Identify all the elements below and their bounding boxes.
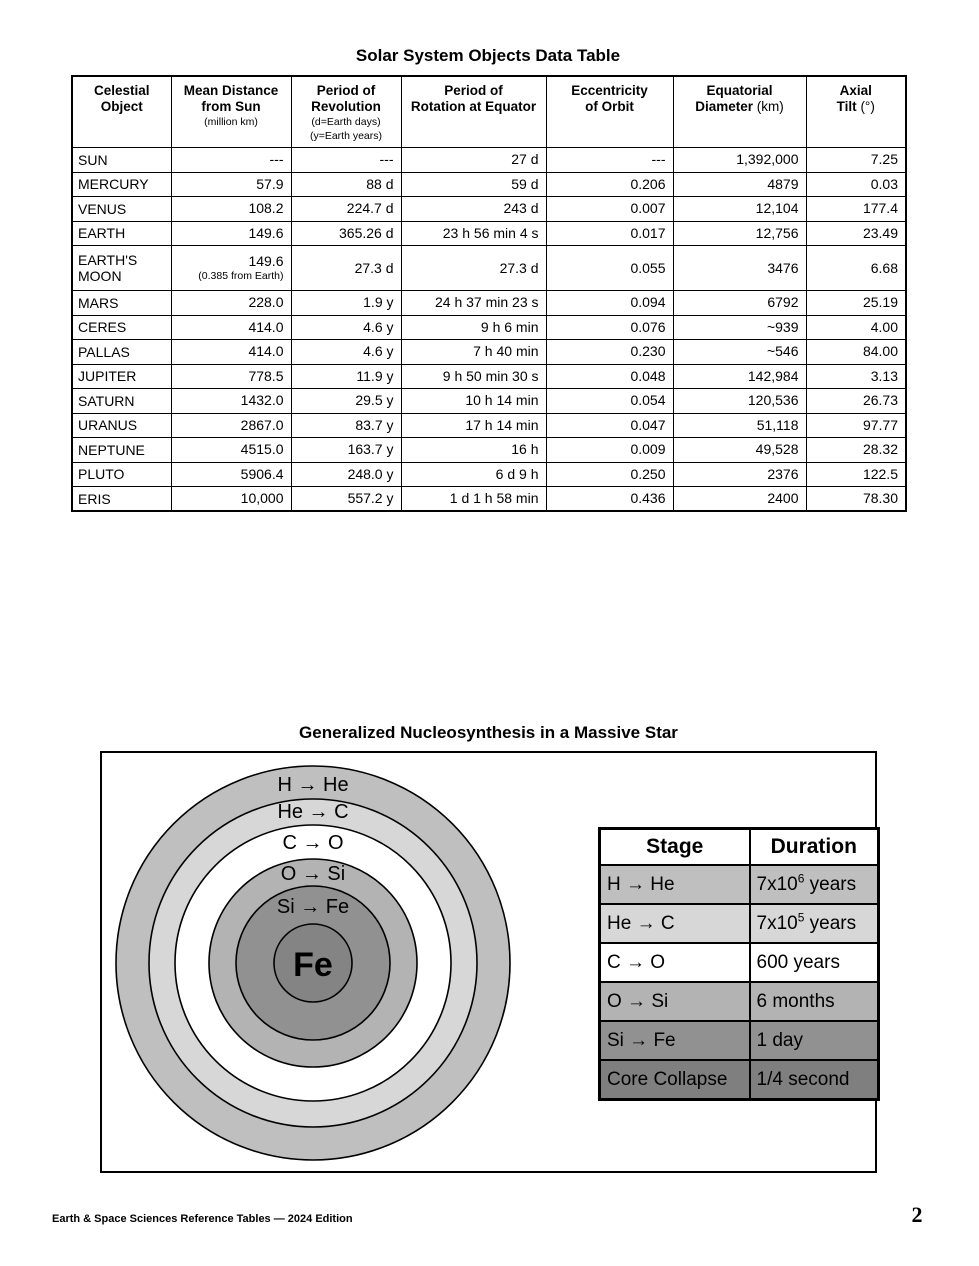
cell-mean-distance: 1432.0 xyxy=(171,389,291,414)
table-row xyxy=(72,148,906,173)
cell-equatorial-diameter: 12,756 xyxy=(673,221,806,246)
cell-celestial-object: MERCURY xyxy=(72,172,171,197)
cell-period-revolution: --- xyxy=(291,148,401,173)
table-row xyxy=(72,364,906,389)
core-label: Fe xyxy=(293,946,333,984)
cell-period-revolution: 557.2 y xyxy=(291,487,401,512)
cell-mean-distance: 778.5 xyxy=(171,364,291,389)
cell-axial-tilt: 6.68 xyxy=(806,246,906,291)
cell-eccentricity: 0.206 xyxy=(546,172,673,197)
cell-axial-tilt: 177.4 xyxy=(806,197,906,222)
cell-mean-distance: 10,000 xyxy=(171,487,291,512)
cell-mean-distance: 4515.0 xyxy=(171,438,291,463)
cell-celestial-object: ERIS xyxy=(72,487,171,512)
cell-period-rotation: 9 h 6 min xyxy=(401,315,546,340)
cell-period-rotation: 6 d 9 h xyxy=(401,462,546,487)
cell-duration: 600 years xyxy=(750,943,879,982)
cell-stage: H → He xyxy=(600,865,750,904)
cell-period-rotation: 10 h 14 min xyxy=(401,389,546,414)
cell-equatorial-diameter: ~546 xyxy=(673,340,806,365)
cell-celestial-object: SATURN xyxy=(72,389,171,414)
cell-duration: 1 day xyxy=(750,1021,879,1060)
cell-stage: Core Collapse xyxy=(600,1060,750,1100)
cell-celestial-object: EARTH xyxy=(72,221,171,246)
cell-period-rotation: 27 d xyxy=(401,148,546,173)
ring-label-o-si: O → Si xyxy=(280,863,346,885)
ring-label-c-o: C → O xyxy=(282,832,344,854)
cell-celestial-object: JUPITER xyxy=(72,364,171,389)
cell-period-rotation: 1 d 1 h 58 min xyxy=(401,487,546,512)
cell-eccentricity: 0.047 xyxy=(546,413,673,438)
cell-period-revolution: 163.7 y xyxy=(291,438,401,463)
cell-stage: C → O xyxy=(600,943,750,982)
cell-equatorial-diameter: 2400 xyxy=(673,487,806,512)
stage-row xyxy=(600,982,879,1021)
cell-period-revolution: 29.5 y xyxy=(291,389,401,414)
stage-row xyxy=(600,1021,879,1060)
solar-system-table xyxy=(71,75,907,512)
cell-eccentricity: 0.048 xyxy=(546,364,673,389)
cell-equatorial-diameter: 1,392,000 xyxy=(673,148,806,173)
cell-period-revolution: 4.6 y xyxy=(291,315,401,340)
cell-celestial-object: NEPTUNE xyxy=(72,438,171,463)
cell-period-rotation: 23 h 56 min 4 s xyxy=(401,221,546,246)
cell-eccentricity: 0.055 xyxy=(546,246,673,291)
cell-mean-distance: 149.6 (0.385 from Earth) xyxy=(171,246,291,291)
stage-table-body xyxy=(600,865,879,1100)
cell-eccentricity: 0.009 xyxy=(546,438,673,463)
cell-celestial-object: CERES xyxy=(72,315,171,340)
cell-celestial-object: MARS xyxy=(72,291,171,316)
col-header-period-rotation: Period of Rotation at Equator xyxy=(401,76,546,148)
solar-table-body xyxy=(72,148,906,512)
cell-period-rotation: 7 h 40 min xyxy=(401,340,546,365)
table-row xyxy=(72,172,906,197)
cell-equatorial-diameter: 2376 xyxy=(673,462,806,487)
cell-axial-tilt: 28.32 xyxy=(806,438,906,463)
cell-equatorial-diameter: 3476 xyxy=(673,246,806,291)
cell-duration: $7x10^6$ years xyxy=(750,865,879,904)
cell-duration: $7x10^5$ years xyxy=(750,904,879,943)
cell-eccentricity: 0.250 xyxy=(546,462,673,487)
table-row xyxy=(72,413,906,438)
cell-axial-tilt: 4.00 xyxy=(806,315,906,340)
stage-row xyxy=(600,865,879,904)
cell-axial-tilt: 0.03 xyxy=(806,172,906,197)
stage-duration-table xyxy=(598,827,880,1101)
footer-document-title: Earth & Space Sciences Reference Tables — 2024 Edition xyxy=(52,1213,353,1225)
cell-period-revolution: 11.9 y xyxy=(291,364,401,389)
nucleosynthesis-title: Generalized Nucleosynthesis in a Massive Star xyxy=(299,723,678,742)
cell-celestial-object: PLUTO xyxy=(72,462,171,487)
cell-period-revolution: 365.26 d xyxy=(291,221,401,246)
cell-celestial-object: VENUS xyxy=(72,197,171,222)
cell-eccentricity: 0.436 xyxy=(546,487,673,512)
table-row xyxy=(72,462,906,487)
cell-period-rotation: 243 d xyxy=(401,197,546,222)
cell-mean-distance: 2867.0 xyxy=(171,413,291,438)
cell-eccentricity: 0.017 xyxy=(546,221,673,246)
cell-axial-tilt: 84.00 xyxy=(806,340,906,365)
table-row xyxy=(72,221,906,246)
cell-mean-distance: 149.6 xyxy=(171,221,291,246)
cell-eccentricity: 0.076 xyxy=(546,315,673,340)
ring-label-he-c: He → C xyxy=(277,801,349,823)
cell-axial-tilt: 25.19 xyxy=(806,291,906,316)
cell-period-rotation: 27.3 d xyxy=(401,246,546,291)
cell-eccentricity: 0.007 xyxy=(546,197,673,222)
cell-equatorial-diameter: 49,528 xyxy=(673,438,806,463)
cell-period-revolution: 88 d xyxy=(291,172,401,197)
cell-equatorial-diameter: 120,536 xyxy=(673,389,806,414)
cell-period-rotation: 9 h 50 min 30 s xyxy=(401,364,546,389)
cell-period-revolution: 224.7 d xyxy=(291,197,401,222)
cell-period-revolution: 248.0 y xyxy=(291,462,401,487)
cell-axial-tilt: 122.5 xyxy=(806,462,906,487)
cell-period-revolution: 4.6 y xyxy=(291,340,401,365)
cell-mean-distance: 228.0 xyxy=(171,291,291,316)
cell-duration: 1/4 second xyxy=(750,1060,879,1100)
cell-axial-tilt: 23.49 xyxy=(806,221,906,246)
cell-equatorial-diameter: 51,118 xyxy=(673,413,806,438)
cell-axial-tilt: 7.25 xyxy=(806,148,906,173)
stage-row xyxy=(600,904,879,943)
cell-celestial-object: PALLAS xyxy=(72,340,171,365)
cell-stage: He → C xyxy=(600,904,750,943)
table-row xyxy=(72,438,906,463)
ring-label-si-fe: Si → Fe xyxy=(276,896,350,918)
ring-label-h-he: H → He xyxy=(277,774,349,796)
page-title: Solar System Objects Data Table xyxy=(355,46,621,65)
col-header-celestial-object: Celestial Object xyxy=(72,76,171,148)
col-header-equatorial-diameter: Equatorial Diameter (km) xyxy=(673,76,806,148)
cell-eccentricity: 0.094 xyxy=(546,291,673,316)
cell-period-rotation: 59 d xyxy=(401,172,546,197)
cell-axial-tilt: 3.13 xyxy=(806,364,906,389)
cell-equatorial-diameter: 6792 xyxy=(673,291,806,316)
col-header-axial-tilt: Axial Tilt (°) xyxy=(806,76,906,148)
table-row xyxy=(72,389,906,414)
col-header-mean-distance: Mean Distance from Sun (million km) xyxy=(171,76,291,148)
stage-header: Stage xyxy=(600,829,750,866)
cell-mean-distance: --- xyxy=(171,148,291,173)
cell-eccentricity: 0.230 xyxy=(546,340,673,365)
cell-stage: Si → Fe xyxy=(600,1021,750,1060)
cell-mean-distance: 414.0 xyxy=(171,340,291,365)
cell-period-rotation: 17 h 14 min xyxy=(401,413,546,438)
page-number: 2 xyxy=(911,1202,923,1227)
table-row xyxy=(72,487,906,512)
cell-period-revolution: 83.7 y xyxy=(291,413,401,438)
cell-axial-tilt: 97.77 xyxy=(806,413,906,438)
duration-header: Duration xyxy=(750,829,879,866)
table-row xyxy=(72,315,906,340)
cell-mean-distance: 5906.4 xyxy=(171,462,291,487)
table-row xyxy=(72,246,906,291)
cell-mean-distance: 108.2 xyxy=(171,197,291,222)
stage-table-header xyxy=(600,829,879,866)
cell-celestial-object: EARTH'S MOON xyxy=(72,246,171,291)
table-row xyxy=(72,340,906,365)
stage-row xyxy=(600,943,879,982)
cell-eccentricity: --- xyxy=(546,148,673,173)
cell-period-rotation: 24 h 37 min 23 s xyxy=(401,291,546,316)
col-header-eccentricity: Eccentricity of Orbit xyxy=(546,76,673,148)
cell-equatorial-diameter: 142,984 xyxy=(673,364,806,389)
cell-celestial-object: URANUS xyxy=(72,413,171,438)
solar-table-header xyxy=(72,76,906,148)
cell-axial-tilt: 78.30 xyxy=(806,487,906,512)
cell-eccentricity: 0.054 xyxy=(546,389,673,414)
cell-period-revolution: 27.3 d xyxy=(291,246,401,291)
cell-stage: O → Si xyxy=(600,982,750,1021)
table-row xyxy=(72,197,906,222)
cell-mean-distance: 57.9 xyxy=(171,172,291,197)
cell-duration: 6 months xyxy=(750,982,879,1021)
cell-period-revolution: 1.9 y xyxy=(291,291,401,316)
cell-equatorial-diameter: 12,104 xyxy=(673,197,806,222)
stage-row xyxy=(600,1060,879,1100)
cell-equatorial-diameter: 4879 xyxy=(673,172,806,197)
cell-period-rotation: 16 h xyxy=(401,438,546,463)
cell-equatorial-diameter: ~939 xyxy=(673,315,806,340)
cell-mean-distance: 414.0 xyxy=(171,315,291,340)
table-row xyxy=(72,291,906,316)
cell-axial-tilt: 26.73 xyxy=(806,389,906,414)
col-header-period-revolution: Period of Revolution (d=Earth days) (y=Earth years) xyxy=(291,76,401,148)
cell-celestial-object: SUN xyxy=(72,148,171,173)
